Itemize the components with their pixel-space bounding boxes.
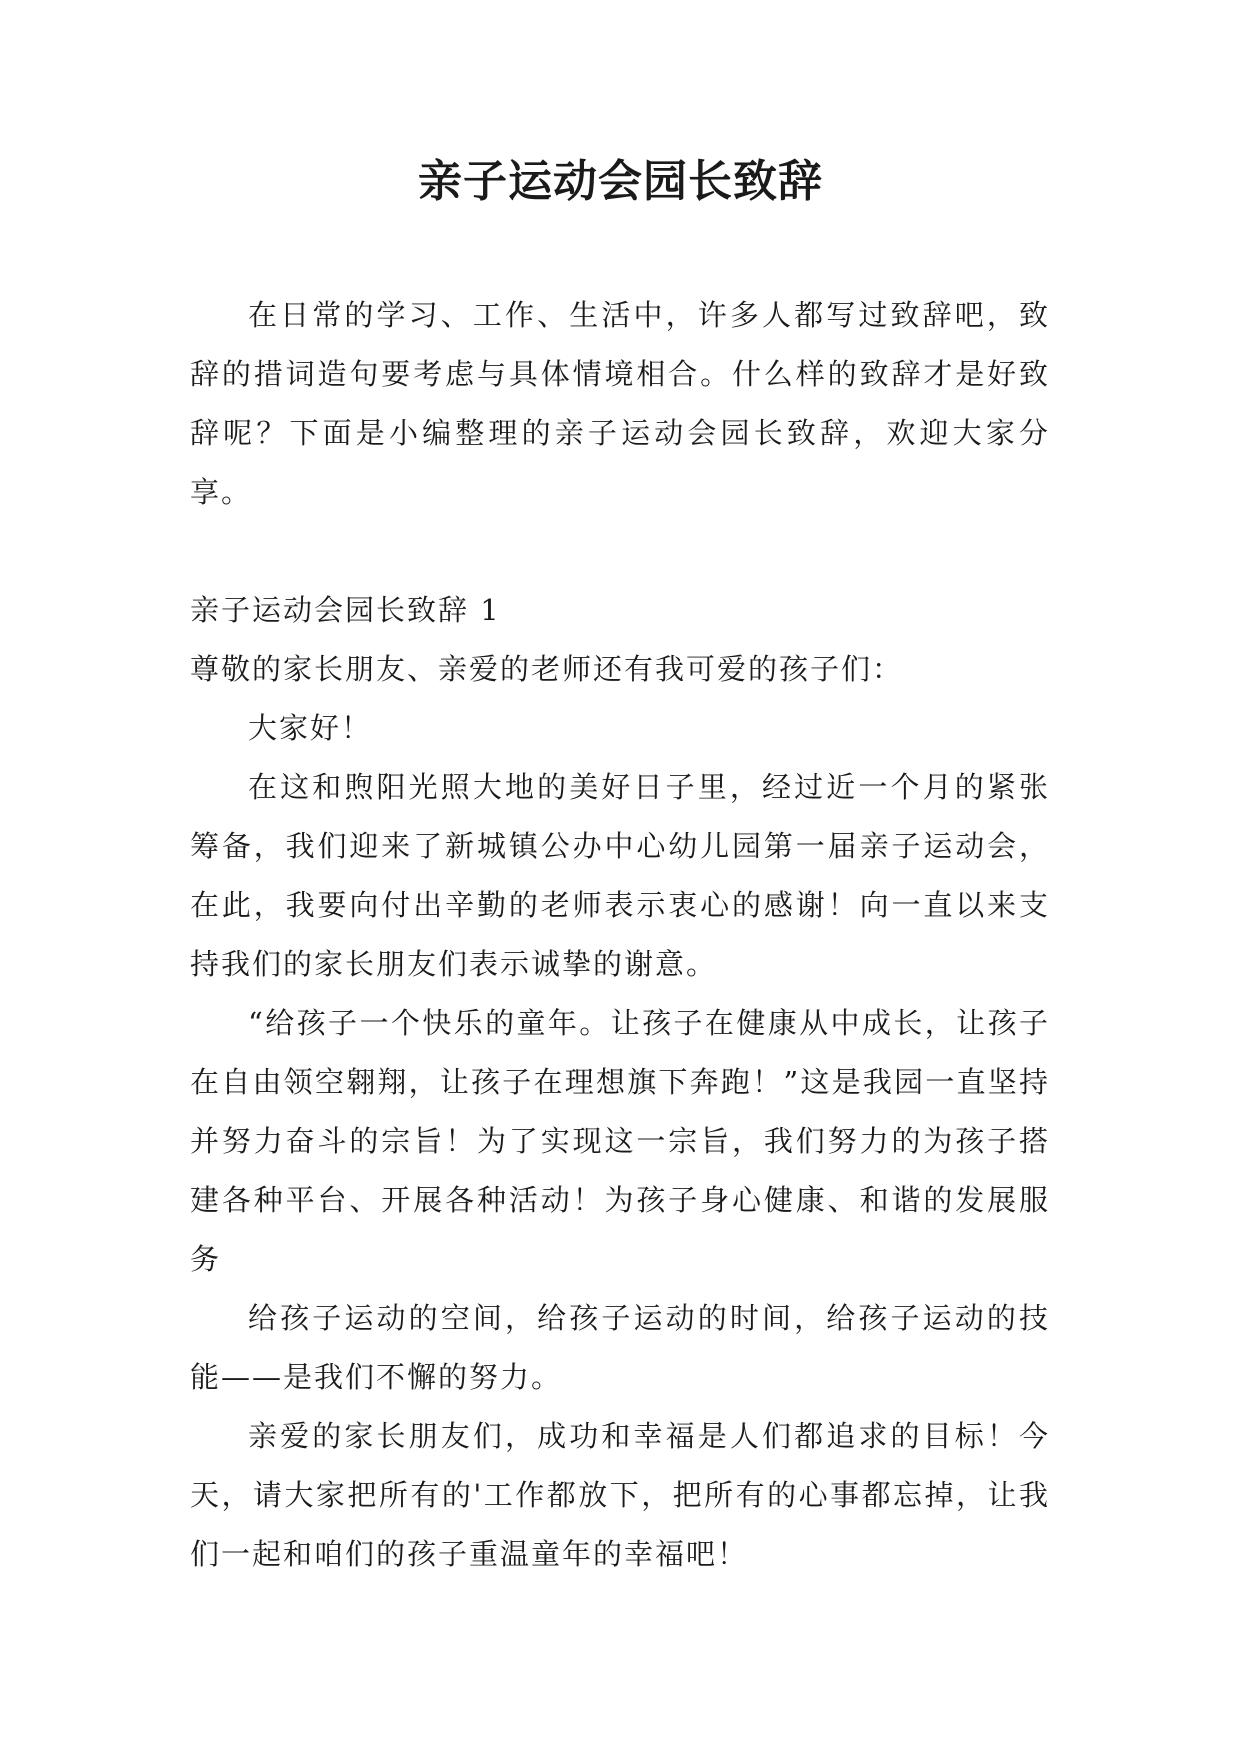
body-paragraph: 在这和煦阳光照大地的美好日子里，经过近一个月的紧张筹备，我们迎来了新城镇公办中心幼儿园第一届亲子运动会，在此，我要向付出辛勤的老师表示衷心的感谢！向一直以来支持我们的家长朋友们表示诚挚的谢意。	[190, 770, 1050, 981]
document-body	[190, 286, 1050, 1584]
paragraph-spacer	[190, 522, 1050, 581]
salutation: 尊敬的家长朋友、亲爱的老师还有我可爱的孩子们：	[190, 652, 904, 686]
intro-paragraph: 在日常的学习、工作、生活中，许多人都写过致辞吧，致辞的措词造句要考虑与具体情境相合。什么样的致辞才是好致辞呢？下面是小编整理的亲子运动会园长致辞，欢迎大家分享。	[190, 298, 1050, 509]
section-heading: 亲子运动会园长致辞 1	[190, 593, 501, 627]
greeting: 大家好！	[248, 711, 373, 745]
body-paragraph: “给孩子一个快乐的童年。让孩子在健康从中成长，让孩子在自由领空翱翔，让孩子在理想旗下奔跑！”这是我园一直坚持并努力奋斗的宗旨！为了实现这一宗旨，我们努力的为孩子搭建各种平台、开展各种活动！为孩子身心健康、和谐的发展服务	[190, 1006, 1050, 1276]
document-title: 亲子运动会园长致辞	[418, 156, 823, 207]
body-paragraph: 给孩子运动的空间，给孩子运动的时间，给孩子运动的技能——是我们不懈的努力。	[190, 1301, 1050, 1394]
body-paragraph: 亲爱的家长朋友们，成功和幸福是人们都追求的目标！今天，请大家把所有的'工作都放下，把所有的心事都忘掉，让我们一起和咱们的孩子重温童年的幸福吧！	[190, 1419, 1050, 1571]
